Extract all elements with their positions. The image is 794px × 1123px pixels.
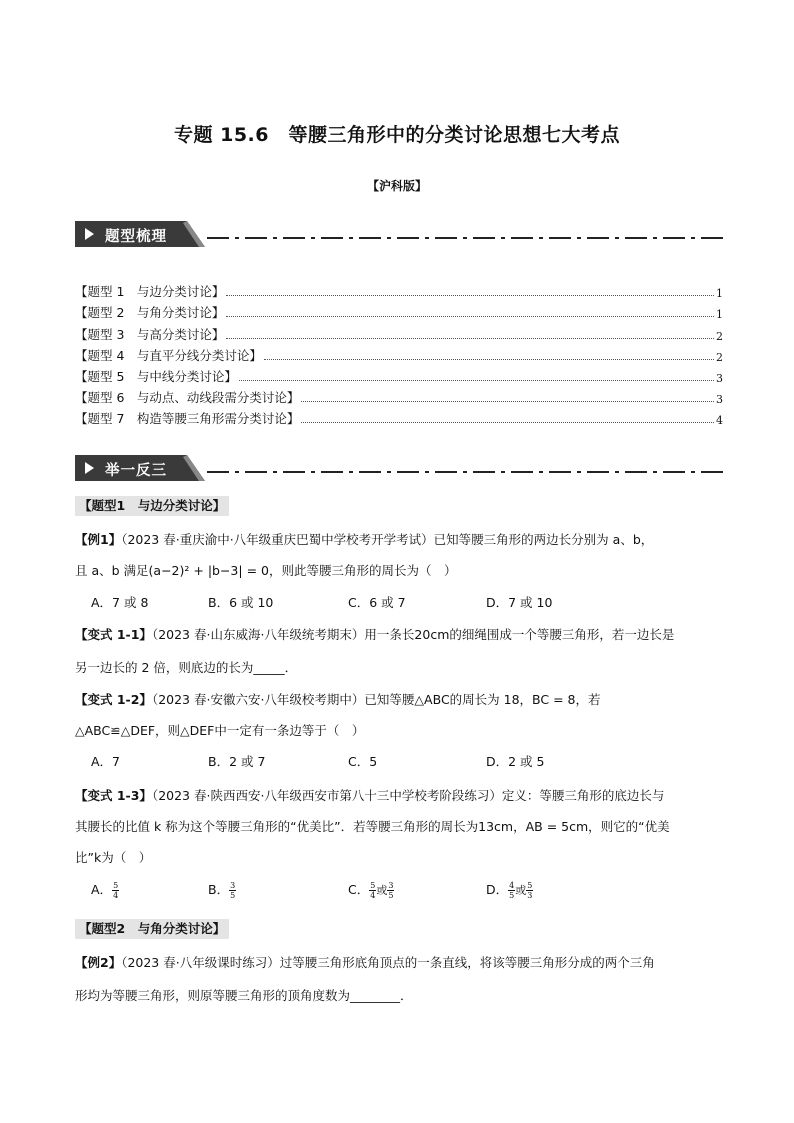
denominator: 5 bbox=[388, 891, 394, 900]
toc-item-label: 【题型 6 与动点、动线段需分类讨论】 bbox=[75, 390, 300, 406]
example-text: （2023 春·重庆渝中·八年级重庆巴蜀中学校考开学考试）已知等腰三角形的两边长分别为 a、b， bbox=[121, 532, 654, 547]
play-icon bbox=[85, 228, 94, 240]
option-d: D．7 或 10 bbox=[486, 595, 553, 610]
section-header-practice bbox=[75, 455, 723, 483]
option-a bbox=[91, 880, 119, 900]
or-word: 或 bbox=[515, 884, 527, 897]
table-of-contents bbox=[75, 279, 723, 427]
variant-1-1-line-1 bbox=[75, 625, 725, 643]
variant-1-3-line-1 bbox=[75, 786, 725, 804]
toc-leader bbox=[226, 295, 714, 296]
option-prefix: D． bbox=[486, 882, 509, 897]
toc-page-number: 1 bbox=[716, 287, 723, 301]
variant-1-3-line-2: 其腰长的比值 k 称为这个等腰三角形的“优美比”．若等腰三角形的周长为13cm，AB = 5cm，则它的“优美 bbox=[75, 819, 670, 834]
section-title: 举一反三 bbox=[105, 463, 167, 479]
toc-item-label: 【题型 5 与中线分类讨论】 bbox=[75, 368, 237, 384]
variant-1-2-line-1 bbox=[75, 690, 725, 708]
page-title: 专题 15.6 等腰三角形中的分类讨论思想七大考点 bbox=[174, 124, 620, 146]
variant-1-3-line-3: 比”k为（ ） bbox=[75, 850, 152, 865]
numerator: 4 bbox=[509, 881, 515, 890]
option-d: D．2 或 5 bbox=[486, 754, 545, 769]
section-title: 题型梳理 bbox=[105, 229, 167, 245]
example-tag: 【例2】 bbox=[75, 955, 122, 970]
toc-item[interactable] bbox=[75, 343, 723, 364]
edition-label: 【沪科版】 bbox=[366, 179, 427, 193]
option-a: A．7 或 8 bbox=[91, 595, 149, 610]
toc-item[interactable] bbox=[75, 385, 723, 406]
numerator: 5 bbox=[527, 881, 533, 890]
toc-item[interactable] bbox=[75, 300, 723, 321]
toc-item-label: 【题型 3 与高分类讨论】 bbox=[75, 326, 225, 342]
option-d bbox=[486, 880, 533, 900]
toc-item-label: 【题型 1 与边分类讨论】 bbox=[75, 284, 225, 300]
option-b bbox=[208, 880, 236, 900]
variant-text: （2023 春·安徽六安·八年级校考期中）已知等腰△ABC的周长为 18，BC = 8，若 bbox=[151, 692, 601, 707]
or-word: 或 bbox=[376, 884, 388, 897]
fraction bbox=[387, 881, 394, 900]
toc-page-number: 3 bbox=[716, 371, 723, 385]
option-prefix: A． bbox=[91, 882, 113, 897]
option-prefix: C． bbox=[348, 882, 370, 897]
toc-item-label: 【题型 2 与角分类讨论】 bbox=[75, 305, 225, 321]
toc-leader bbox=[301, 422, 714, 423]
option-c: C．6 或 7 bbox=[348, 595, 406, 610]
denominator: 5 bbox=[230, 891, 236, 900]
example-1-line-1 bbox=[75, 530, 725, 548]
option-a: A．7 bbox=[91, 754, 121, 769]
option-c: C．5 bbox=[348, 754, 378, 769]
fraction bbox=[112, 881, 119, 900]
dash-dot-rule bbox=[207, 237, 723, 239]
numerator: 5 bbox=[370, 881, 376, 890]
denominator: 5 bbox=[509, 891, 515, 900]
toc-page-number: 2 bbox=[716, 329, 723, 343]
denominator: 3 bbox=[527, 891, 533, 900]
toc-leader bbox=[226, 338, 714, 339]
toc-leader bbox=[226, 316, 714, 317]
numerator: 3 bbox=[230, 881, 236, 890]
toc-leader bbox=[239, 380, 714, 381]
example-text: （2023 春·八年级课时练习）过等腰三角形底角顶点的一条直线，将该等腰三角形分成的两个三角 bbox=[121, 955, 655, 970]
example-2-line-2: 形均为等腰三角形，则原等腰三角形的顶角度数为________． bbox=[75, 988, 413, 1003]
variant-1-2-line-2: △ABC≌△DEF，则△DEF中一定有一条边等于（ ） bbox=[75, 723, 365, 738]
numerator: 3 bbox=[388, 881, 394, 890]
variant-1-1-line-2: 另一边长的 2 倍，则底边的长为_____． bbox=[75, 660, 298, 675]
option-prefix: B． bbox=[208, 882, 230, 897]
variant-text: （2023 春·陕西西安·八年级西安市第八十三中学校考阶段练习）定义：等腰三角形的底边长与 bbox=[151, 788, 665, 803]
section-header-toc bbox=[75, 221, 723, 249]
option-c bbox=[348, 880, 394, 900]
type-heading: 【题型2 与角分类讨论】 bbox=[75, 919, 229, 939]
toc-page-number: 4 bbox=[716, 414, 723, 428]
section-tab bbox=[75, 455, 205, 481]
dash-dot-rule bbox=[207, 471, 723, 473]
toc-item[interactable] bbox=[75, 279, 723, 300]
section-tab bbox=[75, 221, 205, 247]
option-b: B．2 或 7 bbox=[208, 754, 266, 769]
variant-tag: 【变式 1-3】 bbox=[75, 788, 152, 803]
type-heading: 【题型1 与边分类讨论】 bbox=[75, 496, 229, 516]
toc-leader bbox=[264, 359, 714, 360]
toc-leader bbox=[301, 401, 714, 402]
toc-item[interactable] bbox=[75, 364, 723, 385]
fraction bbox=[229, 881, 236, 900]
denominator: 4 bbox=[113, 891, 119, 900]
example-1-line-2: 且 a、b 满足(a−2)² + |b−3| = 0，则此等腰三角形的周长为（ ） bbox=[75, 563, 457, 578]
example-2-line-1 bbox=[75, 953, 725, 971]
fraction bbox=[526, 881, 533, 900]
toc-item[interactable] bbox=[75, 406, 723, 427]
toc-page-number: 2 bbox=[716, 350, 723, 364]
option-b: B．6 或 10 bbox=[208, 595, 274, 610]
variant-text: （2023 春·山东威海·八年级统考期末）用一条长20cm的细绳围成一个等腰三角形，若一边长是 bbox=[151, 627, 675, 642]
variant-tag: 【变式 1-1】 bbox=[75, 627, 152, 642]
denominator: 4 bbox=[370, 891, 376, 900]
toc-page-number: 1 bbox=[716, 308, 723, 322]
variant-tag: 【变式 1-2】 bbox=[75, 692, 152, 707]
toc-page-number: 3 bbox=[716, 393, 723, 407]
play-icon bbox=[85, 462, 94, 474]
toc-item-label: 【题型 4 与直平分线分类讨论】 bbox=[75, 347, 262, 363]
toc-item[interactable] bbox=[75, 321, 723, 342]
numerator: 5 bbox=[113, 881, 119, 890]
example-tag: 【例1】 bbox=[75, 532, 122, 547]
toc-item-label: 【题型 7 构造等腰三角形需分类讨论】 bbox=[75, 411, 300, 427]
